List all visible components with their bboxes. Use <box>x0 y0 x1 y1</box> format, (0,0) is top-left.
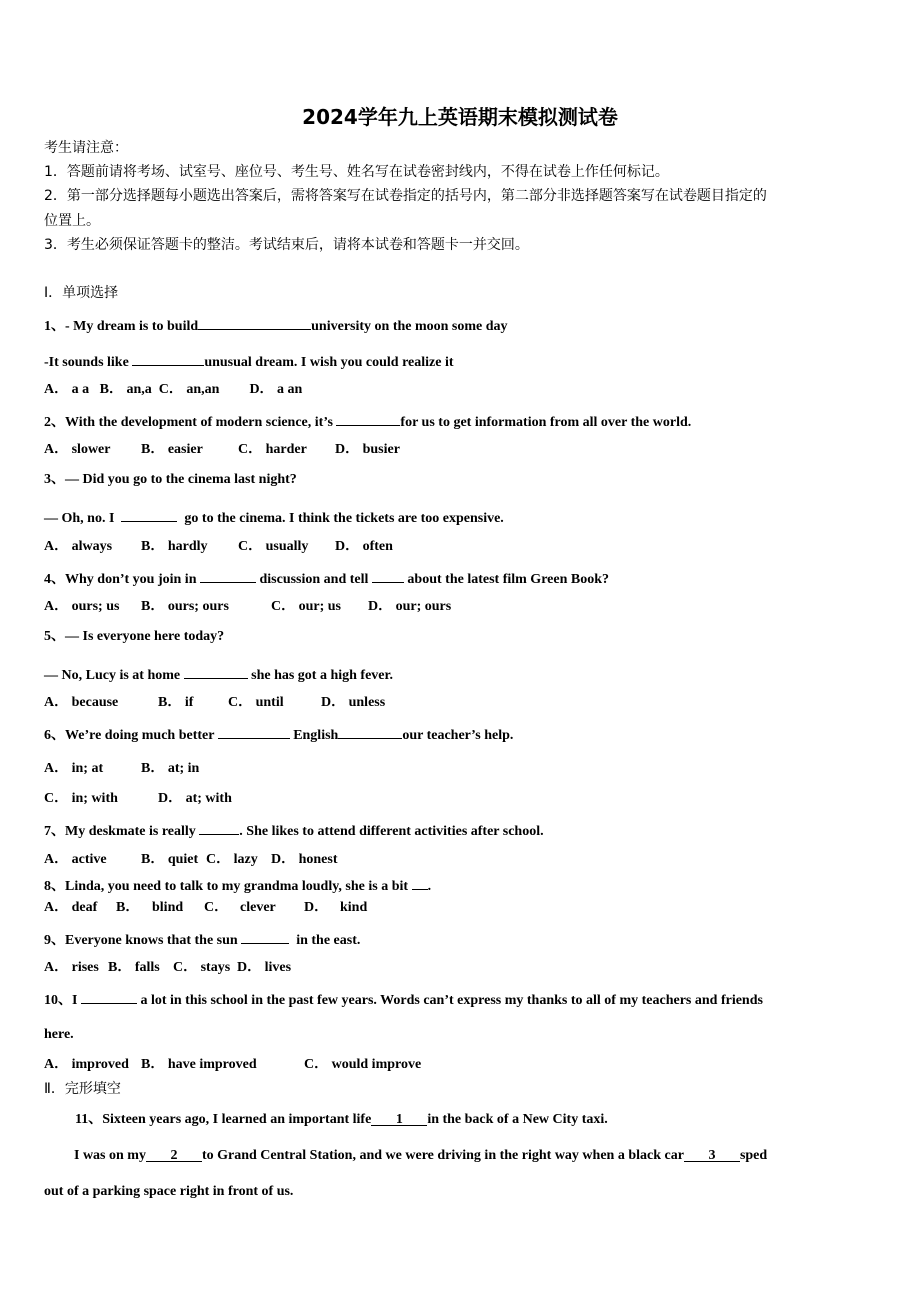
question-3-options: A． always B． hardly C． usually D． often <box>44 539 393 554</box>
section-1-title: Ⅰ．单项选择 <box>44 285 119 301</box>
question-9-stem: 9、Everyone knows that the sun in the east. <box>44 929 880 950</box>
cloze-paragraph-2-cont: out of a parking space right in front of us. <box>44 1184 294 1199</box>
question-3-response: — Oh, no. I go to the cinema. I think the tickets are too expensive. <box>44 507 880 528</box>
question-8-options: A． deaf B． blind C． clever D． kind <box>44 900 368 915</box>
answer-blank <box>132 351 204 366</box>
question-2-options: A． slower B． easier C． harder D． busier <box>44 442 400 457</box>
question-4-options: A． ours; us B． ours; ours C． our; us D． our; ours <box>44 599 452 614</box>
question-1-response: -It sounds like unusual dream. I wish you could realize it <box>44 351 880 372</box>
cloze-blank-3: 3 <box>684 1147 740 1162</box>
question-7-options: A． active B． quiet C． lazy D． honest <box>44 852 338 867</box>
cloze-blank-1: 1 <box>371 1111 427 1126</box>
answer-blank <box>81 989 137 1004</box>
question-10-options: A． improved B． have improved C． would improve <box>44 1057 422 1072</box>
answer-blank <box>200 568 256 583</box>
answer-blank <box>184 664 248 679</box>
notice-item-1: 1．答题前请将考场、试室号、座位号、考生号、姓名写在试卷密封线内，不得在试卷上作任何标记。 <box>44 164 669 180</box>
question-6-options-row-2: C． in; with D． at; with <box>44 791 232 806</box>
page-title: 2024学年九上英语期末模拟测试卷 <box>302 105 618 129</box>
answer-blank <box>412 875 428 890</box>
answer-blank <box>218 724 290 739</box>
notice-heading: 考生请注意： <box>44 140 128 156</box>
answer-blank <box>121 507 177 522</box>
question-9-options: A． rises B． falls C． stays D． lives <box>44 960 292 975</box>
question-1-options: A． a a B． an,a C． an,an D． a an <box>44 382 303 397</box>
answer-blank <box>372 568 404 583</box>
section-2-title: Ⅱ．完形填空 <box>44 1081 121 1097</box>
question-4-stem: 4、Why don’t you join in discussion and tell about the latest film Green Book? <box>44 568 880 589</box>
notice-item-2: 2．第一部分选择题每小题选出答案后，需将答案写在试卷指定的括号内，第二部分非选择题答案写在试卷题目指定的 <box>44 188 767 204</box>
question-3-stem: 3、— Did you go to the cinema last night? <box>44 472 297 487</box>
question-6-options-row-1: A． in; at B． at; in <box>44 761 200 776</box>
question-6-stem: 6、We’re doing much better English our teacher’s help. <box>44 724 880 745</box>
notice-item-2-cont: 位置上。 <box>44 213 100 229</box>
cloze-blank-2: 2 <box>146 1147 202 1162</box>
question-10-stem-cont: here. <box>44 1027 74 1042</box>
answer-blank <box>338 724 402 739</box>
question-5-options: A． because B． if C． until D． unless <box>44 695 386 710</box>
cloze-paragraph-2: I was on my 2 to Grand Central Station, and we were driving in the right way when a black car 3 sped <box>74 1148 768 1163</box>
question-1-stem: 1、- My dream is to build university on the moon some day <box>44 315 880 336</box>
question-10-stem: 10、I a lot in this school in the past few years. Words can’t express my thanks to all of my teachers and friends <box>44 989 880 1010</box>
cloze-paragraph-1: 11、Sixteen years ago, I learned an important life 1 in the back of a New City taxi. <box>75 1112 608 1127</box>
question-8-stem: 8、Linda, you need to talk to my grandma loudly, she is a bit . <box>44 875 880 896</box>
question-7-stem: 7、My deskmate is really . She likes to attend different activities after school. <box>44 820 880 841</box>
answer-blank <box>199 820 239 835</box>
question-5-response: — No, Lucy is at home she has got a high fever. <box>44 664 880 685</box>
answer-blank <box>198 315 311 330</box>
question-2-stem: 2、With the development of modern science, it’s for us to get information from all over the world. <box>44 411 880 432</box>
question-5-stem: 5、— Is everyone here today? <box>44 629 225 644</box>
answer-blank <box>336 411 400 426</box>
answer-blank <box>241 929 289 944</box>
notice-item-3: 3．考生必须保证答题卡的整洁。考试结束后，请将本试卷和答题卡一并交回。 <box>44 237 529 253</box>
